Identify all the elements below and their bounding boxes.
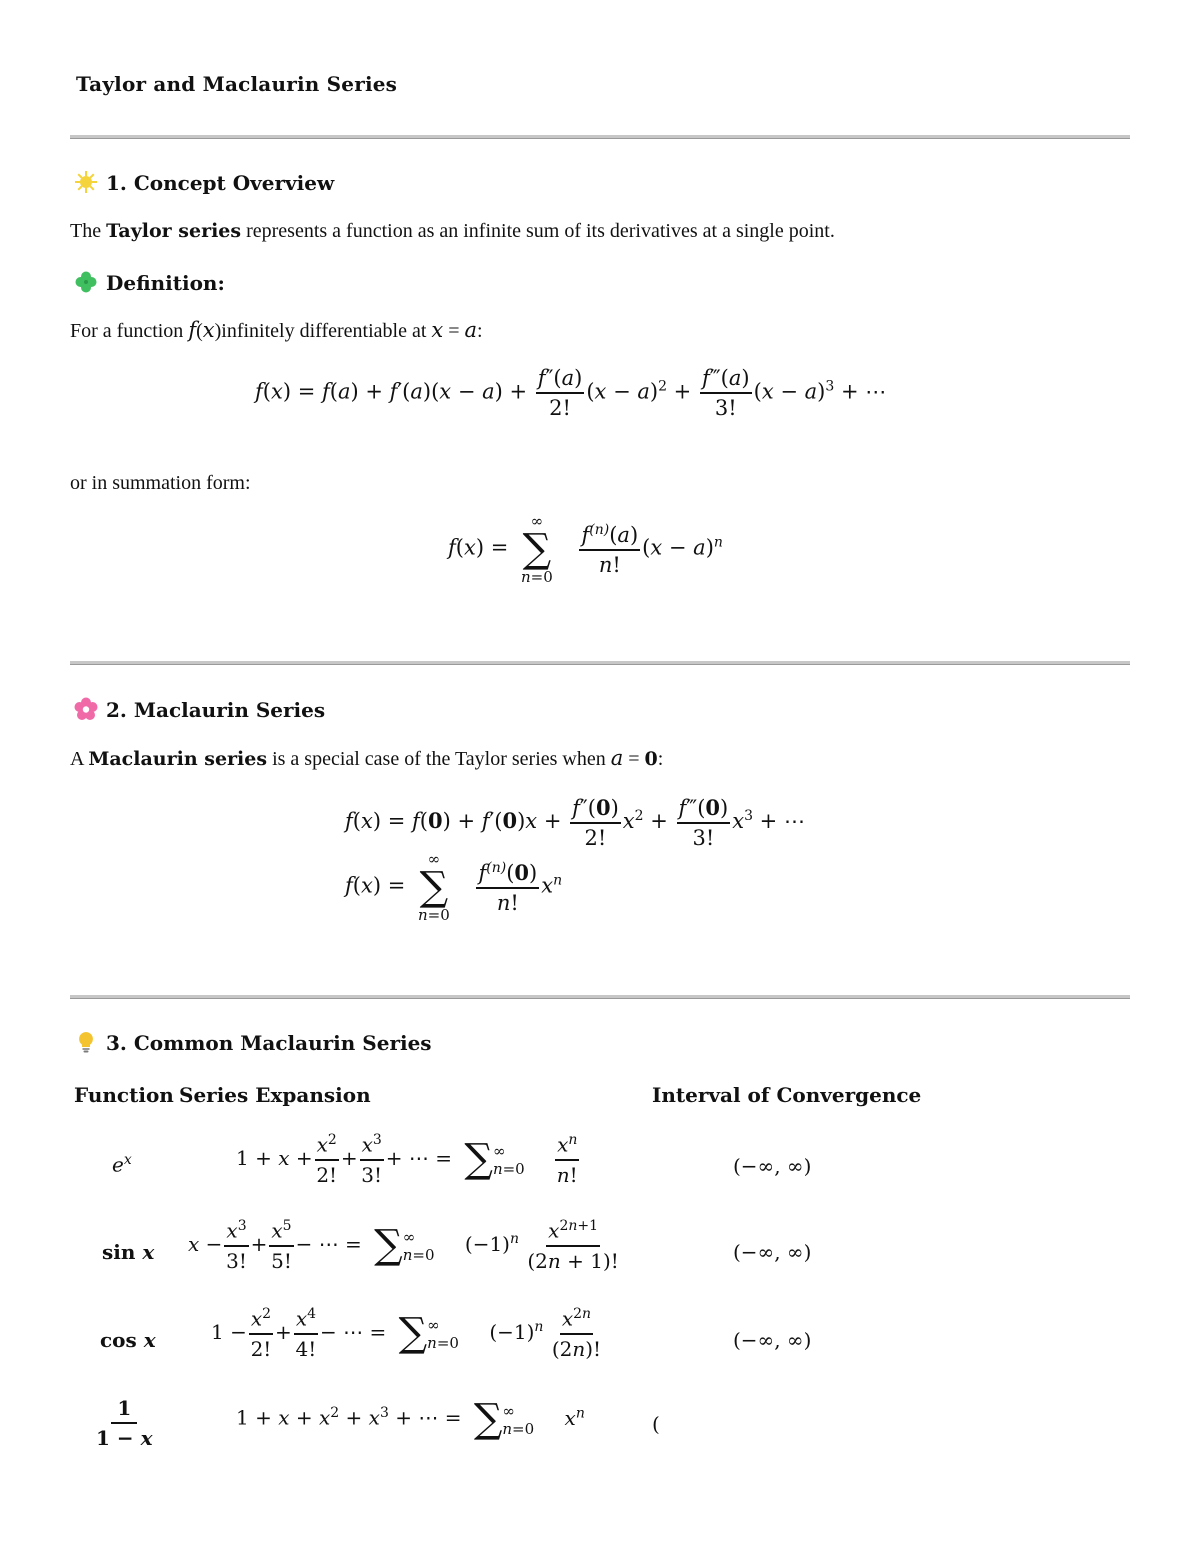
section-1-heading: 1. Concept Overview: [74, 170, 334, 195]
maclaurin-expanded-formula: f(x) = f(0) + f′(0)x + $\frac{f''(0)}{2!}$ $x^2$ + $\frac{f‴(0)}{3!}$ $x^3$ + ⋯: [345, 795, 805, 850]
document-title: Taylor and Maclaurin Series: [76, 72, 398, 96]
table-row-function: cos x: [100, 1328, 156, 1352]
taylor-intro: The Taylor series represents a function as an infinite sum of its derivatives at a single point.: [70, 220, 835, 242]
table-row-interval: (−∞, ∞): [733, 1240, 812, 1264]
section-2-heading: 2. Maclaurin Series: [74, 697, 325, 722]
table-row-series: 1 + x + $\frac{x^2}{2!}$ + $\frac{x^3}{3!}$ + ⋯ = ∑ ∞ n=0 $\frac{x^n}{n!}$: [236, 1132, 578, 1187]
column-header-interval: Interval of Convergence: [652, 1083, 922, 1107]
column-header-series: Series Expansion: [179, 1083, 371, 1107]
table-row-series: $1 + x + x^2 + x^3$ + ⋯ = ∑ ∞ n=0 $x^n$: [236, 1396, 585, 1442]
definition-sentence: For a function f(x)infinitely differentiable at x = a:: [70, 318, 483, 342]
taylor-expanded-formula: f(x) = f(a) + f′(a)(x − a) + $\frac{f''(a)}{2!}$ $(x - a)^2$ + $\frac{f‴(a)}{3!}$ $(x - a)^3$ + ⋯: [255, 366, 887, 420]
column-header-function: Function: [74, 1083, 174, 1107]
taylor-summation-formula: f(x) = ∞ ∑ n=0 $\frac{f^{(n)}(a)}{n!}$ $(x - a)^n$: [448, 512, 723, 586]
table-row-function: sin x: [102, 1240, 155, 1264]
divider: [70, 995, 1130, 999]
table-row-interval: (: [652, 1412, 660, 1436]
sun-icon: [74, 170, 98, 194]
maclaurin-summation-formula: f(x) = ∞ ∑ n=0 $\frac{f^{(n)}(0)}{n!}$ $x^n$: [345, 850, 563, 924]
table-row-interval: (−∞, ∞): [733, 1328, 812, 1352]
table-row-series: 1 − $\frac{x^2}{2!}$ + $\frac{x^4}{4!}$ − ⋯ = ∑ ∞ n=0 $(-1)^n$ $\frac{x^{2n}}{(2n)!}$: [211, 1306, 602, 1361]
summation-label: or in summation form:: [70, 472, 251, 494]
divider: [70, 135, 1130, 139]
clover-icon: [74, 270, 98, 294]
definition-heading: Definition:: [74, 270, 225, 295]
flower-icon: [74, 697, 98, 721]
lightbulb-icon: [74, 1030, 98, 1054]
table-row-function: $e^x$: [112, 1152, 132, 1177]
table-row-series: x − $\frac{x^3}{3!}$ + $\frac{x^5}{5!}$ − ⋯ = ∑ ∞ n=0 $(-1)^n$ $\frac{x^{2n+1}}{(2n + 1)!}$: [188, 1218, 619, 1273]
table-row-interval: (−∞, ∞): [733, 1154, 812, 1178]
table-row-function: $\frac{1}{1 - x}$: [96, 1396, 153, 1450]
maclaurin-intro: A Maclaurin series is a special case of the Taylor series when a = 0:: [70, 746, 664, 770]
section-3-heading: 3. Common Maclaurin Series: [74, 1030, 432, 1055]
divider: [70, 661, 1130, 665]
